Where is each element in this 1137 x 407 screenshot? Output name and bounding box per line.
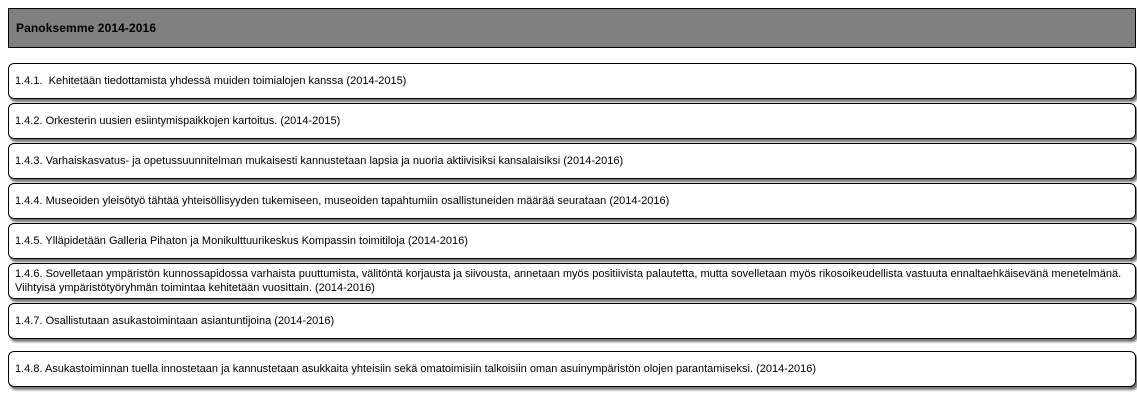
list-item-text: 1.4.4. Museoiden yleisötyö tähtää yhteisöllisyyden tukemiseen, museoiden tapahtumiin osallistuneiden määrää seurataan (2014-2016) — [15, 195, 670, 207]
list-item-text: 1.4.3. Varhaiskasvatus- ja opetussuunnitelman mukaisesti kannustetaan lapsia ja nuoria aktiivisiksi kansalaisiksi (2014-2016) — [15, 155, 624, 167]
list-item-1-4-3 — [8, 143, 1136, 179]
section-title: Panoksemme 2014-2016 — [16, 21, 157, 35]
list-item-1-4-1 — [8, 63, 1136, 99]
list-item-1-4-5 — [8, 223, 1136, 259]
list-item-text: 1.4.6. Sovelletaan ympäristön kunnossapidossa varhaista puuttumista, välitöntä korjausta ja siivousta, annetaan myös positiivista palautetta, mutta sovelletaan myös rikosoikeudellista vastuuta ennaltaehkäisevänä menetelmänä. Viihtyisä ympäristötyöryhmän toimintaa kehitetään vuosittain. (2014-2016) — [15, 268, 1125, 294]
list-item-1-4-2 — [8, 103, 1136, 139]
list-item-text: 1.4.7. Osallistutaan asukastoimintaan asiantuntijoina (2014-2016) — [15, 315, 335, 327]
list-item-text: 1.4.2. Orkesterin uusien esiintymispaikkojen kartoitus. (2014-2015) — [15, 115, 341, 127]
list-item-text: 1.4.5. Ylläpidetään Galleria Pihaton ja Monikulttuurikeskus Kompassin toimitiloja (2014-2016) — [15, 235, 468, 247]
list-item-1-4-4 — [8, 183, 1136, 219]
list-item-1-4-7 — [8, 303, 1136, 339]
list-item-1-4-6 — [8, 263, 1136, 299]
list-item-text: 1.4.1. Kehitetään tiedottamista yhdessä muiden toimialojen kanssa (2014-2015) — [15, 75, 407, 87]
list-item-text: 1.4.8. Asukastoiminnan tuella innostetaan ja kannustetaan asukkaita yhteisiin sekä omatoimisiin talkoisiin oman asuinympäristön olojen parantamiseksi. (2014-2016) — [15, 363, 817, 375]
list-item-1-4-8 — [8, 351, 1136, 387]
section-header — [8, 8, 1136, 48]
